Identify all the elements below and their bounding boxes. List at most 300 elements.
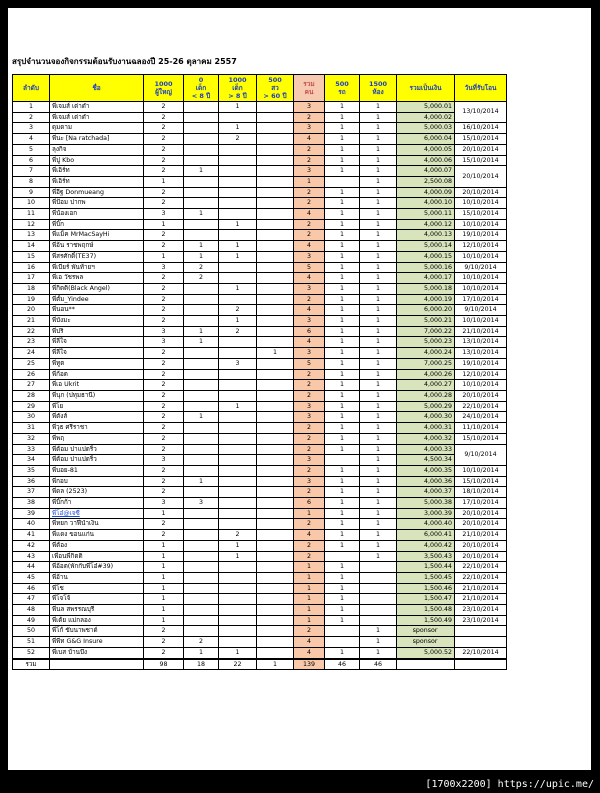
table-row xyxy=(13,637,507,648)
row-room xyxy=(360,615,397,626)
row-room: 1 xyxy=(360,262,397,273)
row-total-people: 3 xyxy=(294,316,325,327)
row-name: พี่นล สพรรณบุรี xyxy=(50,605,144,616)
row-no: 8 xyxy=(13,176,50,187)
row-date: 9/10/2014 xyxy=(455,444,507,465)
table-row xyxy=(13,241,507,252)
row-money: 4,000.06 xyxy=(397,155,455,166)
row-date: 21/10/2014 xyxy=(455,594,507,605)
row-senior xyxy=(257,433,294,444)
row-adult: 2 xyxy=(144,444,184,455)
row-name: พี่โย xyxy=(50,401,144,412)
table-row xyxy=(13,283,507,294)
row-senior xyxy=(257,134,294,145)
table-row xyxy=(13,455,507,466)
row-room: 1 xyxy=(360,134,397,145)
row-child-under8 xyxy=(184,626,219,637)
row-no: 48 xyxy=(13,605,50,616)
row-date: 13/10/2014 xyxy=(455,337,507,348)
row-no: 51 xyxy=(13,637,50,648)
row-total-people: 2 xyxy=(294,155,325,166)
table-row xyxy=(13,647,507,658)
row-room: 1 xyxy=(360,123,397,134)
table-row xyxy=(13,369,507,380)
row-total-people: 1 xyxy=(294,508,325,519)
row-room: 1 xyxy=(360,112,397,123)
row-total-people: 3 xyxy=(294,123,325,134)
row-name: พี่ต้อม ปาแปดริ้ว xyxy=(50,455,144,466)
row-date: 20/10/2014 xyxy=(455,390,507,401)
row-name: พี่ตังส์ xyxy=(50,412,144,423)
row-name: พี่ต้อง xyxy=(50,540,144,551)
table-row xyxy=(13,155,507,166)
row-name: พี่ลี่ใจ xyxy=(50,337,144,348)
row-car: 1 xyxy=(325,562,360,573)
row-date: 22/10/2014 xyxy=(455,647,507,658)
row-total-people: 2 xyxy=(294,198,325,209)
row-child-under8 xyxy=(184,455,219,466)
totals-money-blank xyxy=(397,659,455,670)
row-senior xyxy=(257,251,294,262)
row-name: พี่ต้อม ปาแปดริ้ว xyxy=(50,444,144,455)
row-date: 18/10/2014 xyxy=(455,487,507,498)
row-money: 7,000.22 xyxy=(397,326,455,337)
header-total-people: รวม คน xyxy=(294,75,325,102)
table-row xyxy=(13,251,507,262)
totals-senior: 1 xyxy=(257,659,294,670)
row-room: 1 xyxy=(360,626,397,637)
row-name: พี่เจมส์ เต่าดำ xyxy=(50,112,144,123)
row-car: 1 xyxy=(325,423,360,434)
row-senior xyxy=(257,401,294,412)
row-name: พี่กิตติ(Black Angel) xyxy=(50,283,144,294)
row-money: 4,000.19 xyxy=(397,294,455,305)
table-row xyxy=(13,166,507,177)
row-child-under8 xyxy=(184,465,219,476)
table-row xyxy=(13,219,507,230)
row-total-people: 3 xyxy=(294,251,325,262)
row-car: 1 xyxy=(325,572,360,583)
row-name: พี่เอิร์ท xyxy=(50,166,144,177)
row-child-over8 xyxy=(219,498,257,509)
totals-child-under8: 18 xyxy=(184,659,219,670)
row-child-over8 xyxy=(219,273,257,284)
row-senior xyxy=(257,498,294,509)
row-child-over8: 1 xyxy=(219,316,257,327)
header-row xyxy=(13,75,507,102)
header-car: 500 รถ xyxy=(325,75,360,102)
row-date: 22/10/2014 xyxy=(455,562,507,573)
row-senior xyxy=(257,423,294,434)
row-adult: 2 xyxy=(144,369,184,380)
row-name[interactable]: พี่โอ๋@เจซี xyxy=(50,508,144,519)
row-child-over8: 1 xyxy=(219,102,257,113)
table-row xyxy=(13,401,507,412)
row-money: 4,000.30 xyxy=(397,412,455,423)
row-adult: 2 xyxy=(144,487,184,498)
table-row xyxy=(13,519,507,530)
row-child-under8 xyxy=(184,380,219,391)
row-date: 20/10/2014 xyxy=(455,144,507,155)
row-adult: 2 xyxy=(144,241,184,252)
row-date: 21/10/2014 xyxy=(455,530,507,541)
table-row xyxy=(13,583,507,594)
row-no: 9 xyxy=(13,187,50,198)
row-senior xyxy=(257,594,294,605)
row-car: 1 xyxy=(325,123,360,134)
row-room: 1 xyxy=(360,337,397,348)
row-car: 1 xyxy=(325,273,360,284)
table-row xyxy=(13,123,507,134)
row-total-people: 1 xyxy=(294,572,325,583)
row-no: 1 xyxy=(13,102,50,113)
row-money: 1,500.44 xyxy=(397,562,455,573)
row-child-under8 xyxy=(184,530,219,541)
row-senior xyxy=(257,562,294,573)
row-senior xyxy=(257,123,294,134)
row-total-people: 2 xyxy=(294,540,325,551)
row-name: พี่วุธ ศรีราชา xyxy=(50,423,144,434)
row-child-over8 xyxy=(219,230,257,241)
row-room: 1 xyxy=(360,519,397,530)
row-car: 1 xyxy=(325,209,360,220)
row-senior xyxy=(257,305,294,316)
row-adult: 2 xyxy=(144,316,184,327)
row-senior xyxy=(257,112,294,123)
row-total-people: 1 xyxy=(294,176,325,187)
image-size-footer: [1700x2200] https://upic.me/ xyxy=(425,779,594,790)
row-room: 1 xyxy=(360,380,397,391)
row-no: 35 xyxy=(13,465,50,476)
row-total-people: 4 xyxy=(294,241,325,252)
row-child-over8: 1 xyxy=(219,123,257,134)
row-car: 1 xyxy=(325,433,360,444)
row-child-over8: 1 xyxy=(219,551,257,562)
table-row xyxy=(13,305,507,316)
row-car: 1 xyxy=(325,615,360,626)
row-adult: 2 xyxy=(144,380,184,391)
row-senior xyxy=(257,283,294,294)
row-no: 34 xyxy=(13,455,50,466)
totals-people: 139 xyxy=(294,659,325,670)
row-child-over8: 2 xyxy=(219,530,257,541)
row-room: 1 xyxy=(360,166,397,177)
row-senior xyxy=(257,551,294,562)
row-senior xyxy=(257,187,294,198)
row-total-people: 2 xyxy=(294,369,325,380)
table-row xyxy=(13,626,507,637)
row-senior xyxy=(257,412,294,423)
row-adult: 2 xyxy=(144,530,184,541)
row-no: 36 xyxy=(13,476,50,487)
row-adult: 2 xyxy=(144,358,184,369)
row-room: 1 xyxy=(360,294,397,305)
row-room: 1 xyxy=(360,540,397,551)
row-money: 2,500.08 xyxy=(397,176,455,187)
row-total-people: 4 xyxy=(294,637,325,648)
row-senior xyxy=(257,465,294,476)
row-child-over8: 2 xyxy=(219,305,257,316)
row-total-people: 5 xyxy=(294,358,325,369)
row-child-over8 xyxy=(219,412,257,423)
row-date: 9/10/2014 xyxy=(455,262,507,273)
row-adult: 2 xyxy=(144,273,184,284)
row-child-under8: 1 xyxy=(184,241,219,252)
row-child-under8 xyxy=(184,198,219,209)
row-adult: 2 xyxy=(144,283,184,294)
row-room: 1 xyxy=(360,102,397,113)
table-row xyxy=(13,262,507,273)
table-row xyxy=(13,348,507,359)
row-name: พี่พฤ xyxy=(50,433,144,444)
table-row xyxy=(13,230,507,241)
row-name: พี่อ้อต(พักกับพี่โอ๋#39) xyxy=(50,562,144,573)
row-no: 26 xyxy=(13,369,50,380)
row-car: 1 xyxy=(325,283,360,294)
row-room: 1 xyxy=(360,508,397,519)
row-car: 1 xyxy=(325,401,360,412)
table-row xyxy=(13,337,507,348)
row-money: 5,000.21 xyxy=(397,316,455,327)
row-room: 1 xyxy=(360,241,397,252)
row-money: 1,500.49 xyxy=(397,615,455,626)
row-adult: 3 xyxy=(144,498,184,509)
row-car: 1 xyxy=(325,369,360,380)
row-name: พี่เอ Ukrit xyxy=(50,380,144,391)
row-child-under8 xyxy=(184,540,219,551)
totals-label: รวม xyxy=(13,659,50,670)
row-child-under8 xyxy=(184,102,219,113)
row-name: พี่บอย-81 xyxy=(50,465,144,476)
row-car: 1 xyxy=(325,476,360,487)
row-total-people: 2 xyxy=(294,219,325,230)
row-senior xyxy=(257,219,294,230)
row-child-under8 xyxy=(184,144,219,155)
row-no: 38 xyxy=(13,498,50,509)
table-row xyxy=(13,551,507,562)
table-row xyxy=(13,187,507,198)
row-child-over8 xyxy=(219,337,257,348)
row-money: 1,500.45 xyxy=(397,572,455,583)
row-name: พี่กอบ xyxy=(50,476,144,487)
row-total-people: 3 xyxy=(294,283,325,294)
row-senior xyxy=(257,615,294,626)
table-row xyxy=(13,134,507,145)
row-child-under8 xyxy=(184,605,219,616)
totals-date-blank xyxy=(455,659,507,670)
row-adult: 2 xyxy=(144,412,184,423)
row-room: 1 xyxy=(360,326,397,337)
row-no: 17 xyxy=(13,273,50,284)
row-room: 1 xyxy=(360,390,397,401)
row-car: 1 xyxy=(325,294,360,305)
row-name: เพื่อนพี่กิตติ xyxy=(50,551,144,562)
row-money: 4,000.07 xyxy=(397,166,455,177)
row-child-over8 xyxy=(219,176,257,187)
header-child-under8: 0 เด็ก < 8 ปี xyxy=(184,75,219,102)
row-date: 10/10/2014 xyxy=(455,251,507,262)
row-adult: 1 xyxy=(144,615,184,626)
row-money: sponsor xyxy=(397,626,455,637)
row-adult: 3 xyxy=(144,262,184,273)
row-total-people: 2 xyxy=(294,230,325,241)
row-child-under8 xyxy=(184,112,219,123)
table-row xyxy=(13,390,507,401)
row-date: 9/10/2014 xyxy=(455,305,507,316)
row-adult: 2 xyxy=(144,423,184,434)
row-name: พี่บังมะ xyxy=(50,316,144,327)
row-date: 20/10/2014 xyxy=(455,540,507,551)
row-name: พี่เอ วัชรพล xyxy=(50,273,144,284)
row-room: 1 xyxy=(360,647,397,658)
row-room: 1 xyxy=(360,551,397,562)
row-senior xyxy=(257,508,294,519)
row-total-people: 3 xyxy=(294,476,325,487)
row-child-under8: 1 xyxy=(184,337,219,348)
row-total-people: 4 xyxy=(294,134,325,145)
row-child-under8: 1 xyxy=(184,209,219,220)
row-car: 1 xyxy=(325,380,360,391)
row-child-over8 xyxy=(219,637,257,648)
row-senior xyxy=(257,369,294,380)
row-child-under8 xyxy=(184,283,219,294)
row-room: 1 xyxy=(360,144,397,155)
row-child-over8 xyxy=(219,262,257,273)
row-senior xyxy=(257,316,294,327)
row-child-under8 xyxy=(184,572,219,583)
row-child-under8: 1 xyxy=(184,412,219,423)
row-car: 1 xyxy=(325,230,360,241)
row-adult: 2 xyxy=(144,626,184,637)
row-adult: 2 xyxy=(144,166,184,177)
row-car: 1 xyxy=(325,251,360,262)
row-child-over8 xyxy=(219,294,257,305)
row-senior xyxy=(257,198,294,209)
row-total-people: 2 xyxy=(294,112,325,123)
row-no: 27 xyxy=(13,380,50,391)
row-child-under8 xyxy=(184,444,219,455)
totals-row xyxy=(13,659,507,670)
row-name: ลุงกิจ xyxy=(50,144,144,155)
row-no: 12 xyxy=(13,219,50,230)
row-child-over8 xyxy=(219,615,257,626)
row-total-people: 1 xyxy=(294,605,325,616)
row-no: 33 xyxy=(13,444,50,455)
table-row xyxy=(13,102,507,113)
row-child-over8 xyxy=(219,572,257,583)
row-child-over8 xyxy=(219,155,257,166)
row-senior xyxy=(257,626,294,637)
row-adult: 2 xyxy=(144,401,184,412)
row-name: พี่ลี่ใจ xyxy=(50,348,144,359)
row-name: พี่เต้ย แม่กลอง xyxy=(50,615,144,626)
row-room: 1 xyxy=(360,155,397,166)
row-total-people: 2 xyxy=(294,423,325,434)
row-money: 5,000.29 xyxy=(397,401,455,412)
row-child-under8: 2 xyxy=(184,262,219,273)
row-child-under8 xyxy=(184,562,219,573)
row-no: 19 xyxy=(13,294,50,305)
row-child-over8 xyxy=(219,594,257,605)
row-date: 12/10/2014 xyxy=(455,241,507,252)
row-adult: 2 xyxy=(144,647,184,658)
row-child-under8 xyxy=(184,123,219,134)
row-child-over8 xyxy=(219,390,257,401)
row-name: พี่พีท G&G Insure xyxy=(50,637,144,648)
row-child-under8 xyxy=(184,358,219,369)
row-no: 50 xyxy=(13,626,50,637)
row-child-over8 xyxy=(219,187,257,198)
row-room xyxy=(360,562,397,573)
row-child-over8: 2 xyxy=(219,326,257,337)
row-car: 1 xyxy=(325,444,360,455)
row-total-people: 2 xyxy=(294,465,325,476)
row-child-over8 xyxy=(219,455,257,466)
row-car: 1 xyxy=(325,540,360,551)
row-name: พี่นะ [Na ratchada] xyxy=(50,134,144,145)
row-total-people: 4 xyxy=(294,305,325,316)
row-adult: 2 xyxy=(144,390,184,401)
row-total-people: 3 xyxy=(294,401,325,412)
table-row xyxy=(13,294,507,305)
row-no: 49 xyxy=(13,615,50,626)
row-total-people: 2 xyxy=(294,380,325,391)
row-child-under8: 1 xyxy=(184,476,219,487)
row-senior xyxy=(257,155,294,166)
row-car: 1 xyxy=(325,605,360,616)
row-car: 1 xyxy=(325,241,360,252)
row-senior xyxy=(257,380,294,391)
row-room xyxy=(360,594,397,605)
row-date: 15/10/2014 xyxy=(455,476,507,487)
row-name: พี่บิ๊ก xyxy=(50,219,144,230)
totals-car: 46 xyxy=(325,659,360,670)
row-money: 4,000.24 xyxy=(397,348,455,359)
row-money: 4,000.27 xyxy=(397,380,455,391)
row-car: 1 xyxy=(325,583,360,594)
row-room: 1 xyxy=(360,251,397,262)
row-child-under8 xyxy=(184,219,219,230)
booking-table xyxy=(12,74,507,670)
row-room: 1 xyxy=(360,273,397,284)
row-car: 1 xyxy=(325,412,360,423)
row-date: 11/10/2014 xyxy=(455,423,507,434)
row-money: 4,000.26 xyxy=(397,369,455,380)
row-car: 1 xyxy=(325,262,360,273)
row-child-under8 xyxy=(184,594,219,605)
row-money: 4,000.36 xyxy=(397,476,455,487)
row-child-over8 xyxy=(219,166,257,177)
table-row xyxy=(13,530,507,541)
row-money: 5,000.38 xyxy=(397,498,455,509)
row-date: 17/10/2014 xyxy=(455,294,507,305)
row-child-over8 xyxy=(219,476,257,487)
row-date: 17/10/2014 xyxy=(455,498,507,509)
row-adult: 1 xyxy=(144,594,184,605)
row-name: พี่อีฐ Donmueang xyxy=(50,187,144,198)
row-date: 19/10/2014 xyxy=(455,358,507,369)
row-date: 10/10/2014 xyxy=(455,198,507,209)
row-date: 13/10/2014 xyxy=(455,348,507,359)
row-senior xyxy=(257,337,294,348)
row-money: 5,000.16 xyxy=(397,262,455,273)
row-child-under8 xyxy=(184,305,219,316)
table-row xyxy=(13,412,507,423)
row-room: 1 xyxy=(360,423,397,434)
row-room: 1 xyxy=(360,498,397,509)
row-money: 4,000.32 xyxy=(397,433,455,444)
row-money: 5,000.23 xyxy=(397,337,455,348)
